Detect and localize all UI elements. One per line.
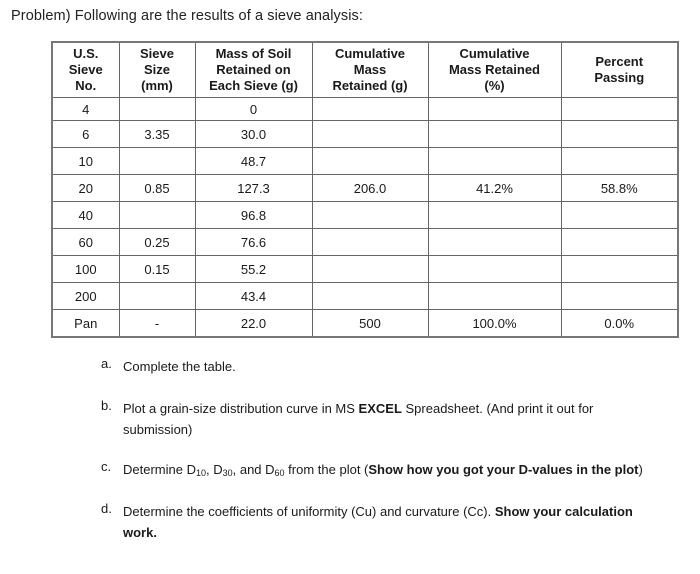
question-b-bold: EXCEL	[358, 401, 402, 416]
header-percent-passing	[561, 42, 678, 98]
d-symbol: D	[265, 462, 275, 477]
header-mass-retained	[195, 42, 312, 98]
table-header-row	[52, 42, 678, 98]
cell-cumulative-mass: 500	[312, 310, 428, 338]
cell-mass-retained: 55.2	[195, 256, 312, 283]
question-c-bold: Show how you got your D-values in the plot	[368, 462, 639, 477]
header-line: Mass of Soil	[215, 46, 292, 61]
header-line: Cumulative	[334, 46, 406, 61]
cell-sieve-no: 100	[52, 256, 119, 283]
question-letter: b.	[101, 398, 112, 413]
cell-sieve-no: 40	[52, 202, 119, 229]
table-row	[52, 148, 678, 175]
cell-cumulative-percent: 100.0%	[428, 310, 561, 338]
table-row	[52, 310, 678, 338]
cell-sieve-size: 0.15	[119, 256, 195, 283]
cell-sieve-no: 60	[52, 229, 119, 256]
question-d-pre: Determine the coefficients of uniformity (Cu) and curvature (Cc).	[123, 504, 495, 519]
cell-sieve-size	[119, 283, 195, 310]
cell-cumulative-mass	[312, 121, 428, 148]
problem-title: Problem) Following are the results of a sieve analysis:	[11, 8, 364, 24]
table-row	[52, 175, 678, 202]
question-c-post: )	[638, 462, 643, 477]
cell-percent-passing	[561, 256, 678, 283]
d10-subscript: 10	[195, 468, 206, 478]
d60-subscript: 60	[274, 468, 285, 478]
header-line: Each Sieve (g)	[209, 78, 298, 93]
cell-mass-retained: 76.6	[195, 229, 312, 256]
header-cumulative-mass	[312, 42, 428, 98]
cell-mass-retained: 127.3	[195, 175, 312, 202]
header-line: Mass Retained	[448, 62, 541, 77]
header-line: Percent	[595, 54, 644, 69]
d30-subscript: 30	[222, 468, 233, 478]
cell-sieve-size: 0.85	[119, 175, 195, 202]
cell-cumulative-percent	[428, 98, 561, 121]
header-cumulative-percent	[428, 42, 561, 98]
table-row	[52, 202, 678, 229]
question-a-text: Complete the table.	[123, 359, 236, 374]
cell-cumulative-mass	[312, 148, 428, 175]
header-line: Mass	[353, 62, 387, 77]
question-b-pre: Plot a grain-size distribution curve in MS	[123, 401, 359, 416]
cell-percent-passing: 58.8%	[561, 175, 678, 202]
header-line: Passing	[594, 70, 645, 85]
separator: , and	[232, 462, 266, 477]
header-line: Sieve	[68, 62, 103, 77]
cell-percent-passing	[561, 283, 678, 310]
question-d-bold: Show your calculation work.	[123, 504, 633, 540]
d-symbol: D	[213, 462, 223, 477]
cell-sieve-no: 4	[52, 98, 119, 121]
question-c-pre: Determine	[123, 462, 187, 477]
question-text	[123, 459, 683, 484]
cell-percent-passing	[561, 121, 678, 148]
cell-cumulative-percent: 41.2%	[428, 175, 561, 202]
sieve-analysis-table	[51, 41, 679, 338]
cell-percent-passing	[561, 229, 678, 256]
table-row	[52, 256, 678, 283]
cell-mass-retained: 43.4	[195, 283, 312, 310]
table-row	[52, 121, 678, 148]
header-line: Sieve	[140, 46, 174, 61]
question-text	[123, 501, 663, 543]
cell-sieve-no: 10	[52, 148, 119, 175]
question-text	[123, 398, 623, 440]
header-line: Size	[143, 62, 170, 77]
header-line: No.	[75, 78, 97, 93]
cell-cumulative-percent	[428, 256, 561, 283]
header-line: (%)	[484, 78, 505, 93]
table-body	[52, 98, 678, 338]
header-line: Cumulative	[459, 46, 530, 61]
header-sieve-no	[52, 42, 119, 98]
cell-percent-passing	[561, 98, 678, 121]
header-line: Retained (g)	[332, 78, 408, 93]
cell-mass-retained: 30.0	[195, 121, 312, 148]
question-letter: d.	[101, 501, 112, 516]
table-row	[52, 283, 678, 310]
cell-percent-passing	[561, 148, 678, 175]
cell-sieve-no: 6	[52, 121, 119, 148]
header-line: (mm)	[141, 78, 173, 93]
cell-sieve-size: 0.25	[119, 229, 195, 256]
cell-sieve-size: 3.35	[119, 121, 195, 148]
cell-sieve-no: 200	[52, 283, 119, 310]
question-letter: a.	[101, 356, 112, 371]
question-letter: c.	[101, 459, 112, 474]
cell-sieve-no: Pan	[52, 310, 119, 338]
d-symbol: D	[186, 462, 196, 477]
cell-percent-passing	[561, 202, 678, 229]
cell-cumulative-mass	[312, 202, 428, 229]
question-b-post: Spreadsheet. (And print it out for submission)	[123, 401, 594, 437]
cell-percent-passing: 0.0%	[561, 310, 678, 338]
cell-cumulative-percent	[428, 229, 561, 256]
cell-cumulative-percent	[428, 283, 561, 310]
cell-sieve-size	[119, 202, 195, 229]
cell-cumulative-percent	[428, 121, 561, 148]
separator: ,	[205, 462, 214, 477]
header-sieve-size	[119, 42, 195, 98]
question-text	[123, 356, 683, 377]
cell-mass-retained: 48.7	[195, 148, 312, 175]
cell-mass-retained: 0	[195, 98, 312, 121]
cell-sieve-size: -	[119, 310, 195, 338]
cell-cumulative-mass: 206.0	[312, 175, 428, 202]
cell-mass-retained: 22.0	[195, 310, 312, 338]
cell-cumulative-percent	[428, 202, 561, 229]
table-row	[52, 229, 678, 256]
header-line: U.S.	[73, 46, 99, 61]
cell-cumulative-mass	[312, 256, 428, 283]
table-row	[52, 98, 678, 121]
cell-mass-retained: 96.8	[195, 202, 312, 229]
cell-sieve-size	[119, 148, 195, 175]
cell-sieve-no: 20	[52, 175, 119, 202]
cell-cumulative-mass	[312, 229, 428, 256]
question-c-mid: from the plot (	[284, 462, 369, 477]
cell-cumulative-mass	[312, 98, 428, 121]
cell-sieve-size	[119, 98, 195, 121]
header-line: Retained on	[216, 62, 291, 77]
cell-cumulative-percent	[428, 148, 561, 175]
cell-cumulative-mass	[312, 283, 428, 310]
